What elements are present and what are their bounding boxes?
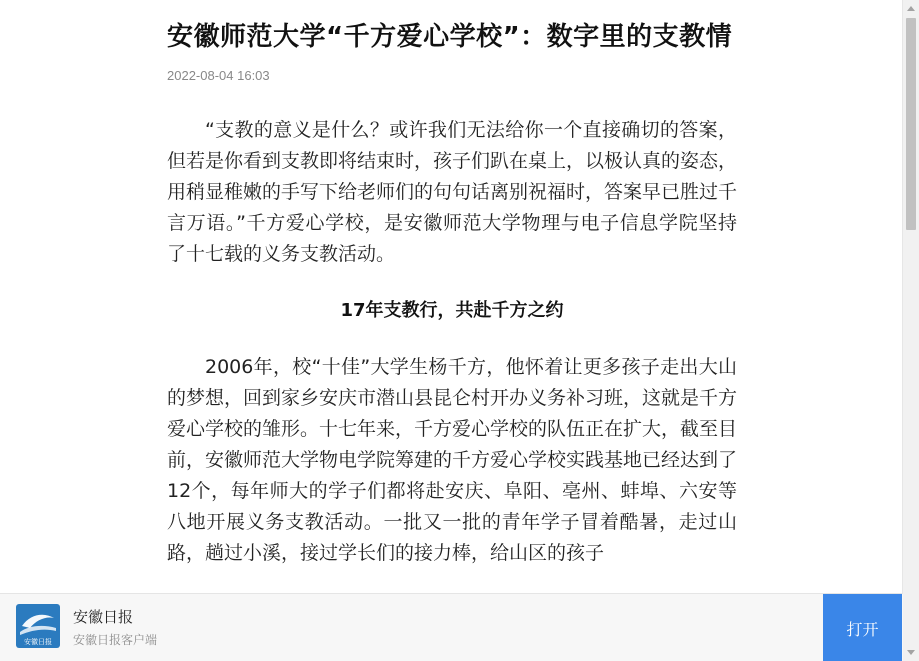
open-app-button[interactable]: 打开 <box>823 594 902 661</box>
scroll-down-arrow-icon[interactable] <box>907 650 915 655</box>
scroll-up-arrow-icon[interactable] <box>907 6 915 11</box>
article-subheading: 17年支教行，共赴千方之约 <box>340 300 564 321</box>
article <box>167 18 737 569</box>
article-paragraph: “支教的意义是什么？或许我们无法给你一个直接确切的答案，但若是你看到支教即将结束时，孩子们趴在桌上，以极认真的姿态，用稍显稚嫩的手写下给老师们的句句话离别祝福时，答案早已胜过千言万语。”千方爱心学校，是安徽师范大学物理与电子信息学院坚持了十七载的义务支教活动。 <box>167 119 738 265</box>
scrollbar-thumb[interactable] <box>906 18 916 230</box>
article-title: 安徽师范大学“千方爱心学校”：数字里的支教情 <box>167 22 733 52</box>
article-date: 2022-08-04 16:03 <box>167 68 270 83</box>
logo-lettering: 安徽日报 <box>24 638 52 646</box>
app-download-banner <box>0 593 903 661</box>
app-name: 安徽日报 <box>73 608 134 626</box>
article-paragraph: 2006年，校“十佳”大学生杨千方，他怀着让更多孩子走出大山的梦想，回到家乡安庆市潜山县昆仑村开办义务补习班，这就是千方爱心学校的雏形。十七年来，千方爱心学校的队伍正在扩大，截至目前，安徽师范大学物电学院筹建的千方爱心学校实践基地已经达到了12个，每年师大的学子们都将赴安庆、阜阳、亳州、蚌埠、六安等八地开展义务支教活动。一批又一批的青年学子冒着酷暑，走过山路，趟过小溪，接过学长们的接力棒，给山区的孩子 <box>167 356 738 564</box>
app-subtitle: 安徽日报客户端 <box>73 633 158 647</box>
app-logo-icon <box>16 604 60 648</box>
vertical-scrollbar[interactable] <box>902 0 919 661</box>
